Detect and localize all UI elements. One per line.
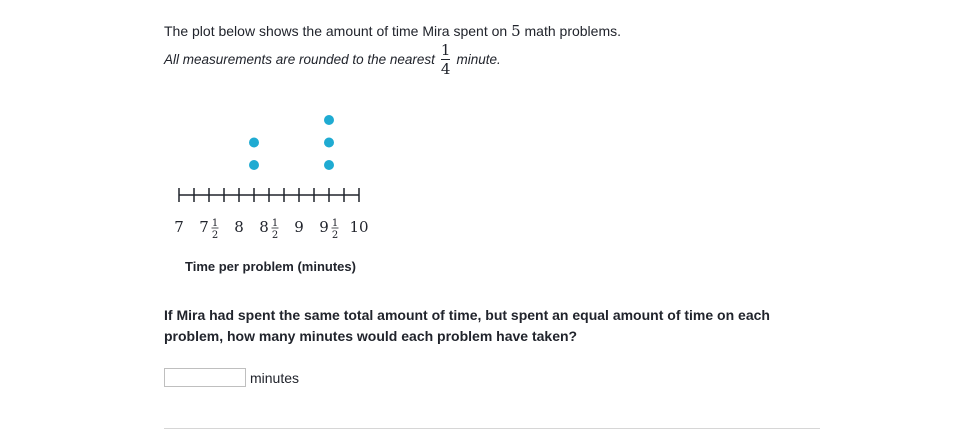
data-dot — [324, 138, 334, 148]
rounding-note — [164, 40, 501, 78]
x-tick-label-denominator: 2 — [211, 230, 219, 241]
x-tick-label: 9 — [319, 218, 329, 236]
answer-row — [164, 368, 299, 387]
x-tick-label-numerator: 1 — [211, 218, 219, 229]
x-tick-label: 9 — [294, 218, 304, 236]
intro-text-end: math problems. — [520, 23, 621, 39]
problem-intro — [164, 22, 621, 40]
x-tick-label-numerator: 1 — [271, 218, 279, 229]
fraction-denominator: 4 — [440, 59, 451, 78]
data-dot — [249, 138, 259, 148]
intro-text-start: The plot below shows the amount of time Mira spent on — [164, 23, 512, 39]
x-tick-label-denominator: 2 — [271, 230, 279, 241]
x-tick-label-denominator: 2 — [331, 230, 339, 241]
quarter-fraction — [441, 42, 451, 77]
x-tick-label: 10 — [349, 218, 369, 236]
answer-input[interactable] — [164, 368, 246, 387]
data-dot — [324, 115, 334, 125]
data-dot — [249, 160, 259, 170]
divider — [164, 428, 820, 429]
x-tick-label-numerator: 1 — [331, 218, 339, 229]
data-dot — [324, 160, 334, 170]
dot-plot — [168, 108, 388, 248]
x-tick-label: 8 — [234, 218, 244, 236]
problem-count: 5 — [511, 22, 521, 40]
answer-unit: minutes — [250, 369, 300, 386]
rounding-note-start: All measurements are rounded to the nearest — [164, 51, 435, 67]
x-tick-label: 8 — [259, 218, 269, 236]
rounding-note-end: minute. — [456, 51, 501, 67]
x-tick-label: 7 — [174, 218, 184, 236]
x-tick-label: 7 — [199, 218, 209, 236]
question-text: If Mira had spent the same total amount of time, but spent an equal amount of time on each problem, how many minutes would each problem have taken? — [164, 307, 770, 344]
fraction-numerator: 1 — [440, 40, 451, 59]
x-axis-label: Time per problem (minutes) — [185, 259, 356, 274]
